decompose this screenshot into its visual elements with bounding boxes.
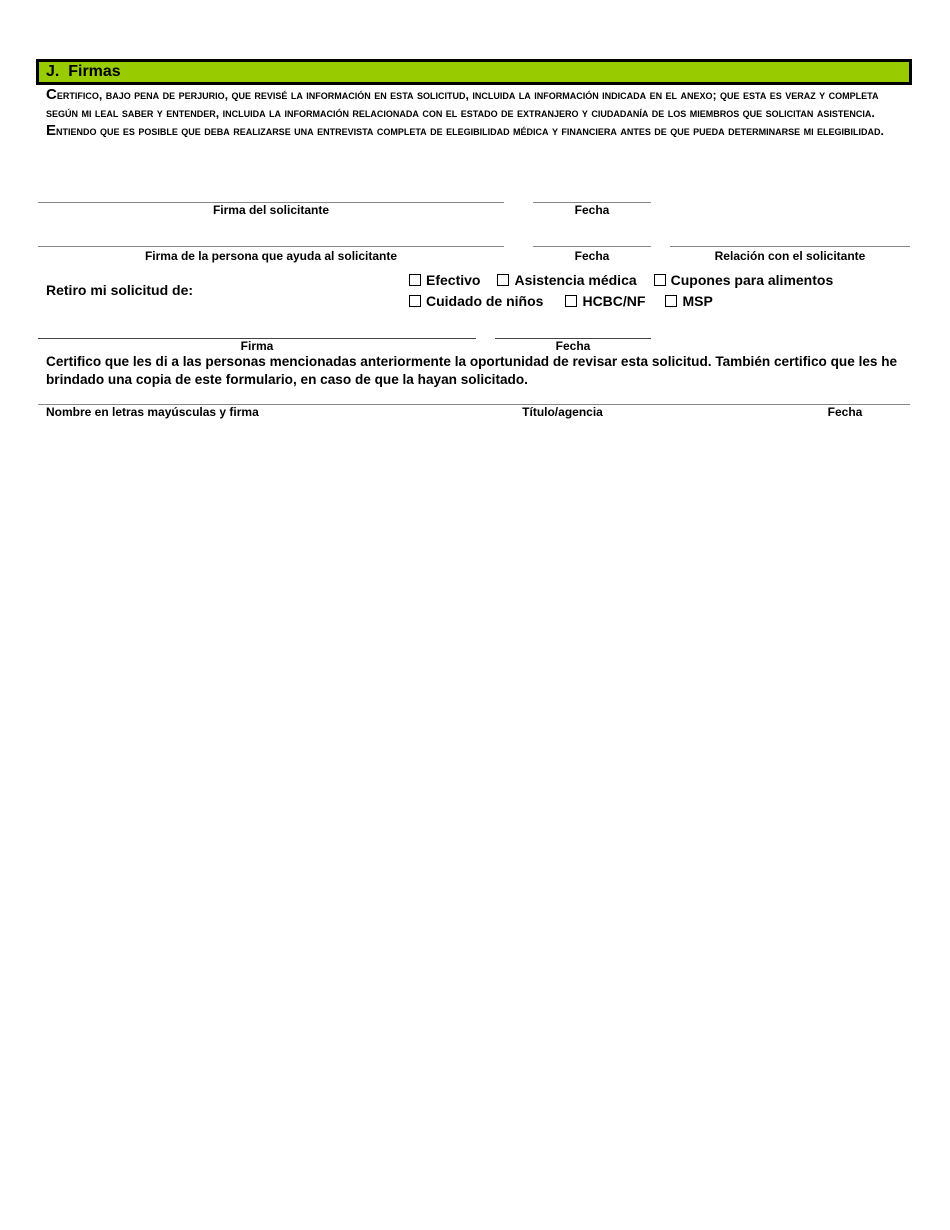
checkbox-icon[interactable] xyxy=(665,295,677,307)
section-title: J. Firmas xyxy=(46,63,121,80)
withdraw-options-row-1 xyxy=(409,272,850,288)
withdraw-signature-label: Firma xyxy=(240,339,274,353)
withdraw-options-row-2 xyxy=(409,293,730,309)
helper-date-field[interactable] xyxy=(533,246,651,247)
relationship-field[interactable] xyxy=(670,246,910,247)
section-header xyxy=(36,59,912,85)
applicant-date-label: Fecha xyxy=(574,203,610,217)
checkbox-icon[interactable] xyxy=(565,295,577,307)
checkbox-hcbc-nf[interactable]: HCBC/NF xyxy=(565,293,645,309)
checkbox-asistencia-medica[interactable]: Asistencia médica xyxy=(497,272,636,288)
applicant-signature-label: Firma del solicitante xyxy=(212,203,330,217)
checkbox-icon[interactable] xyxy=(654,274,666,286)
helper-signature-label: Firma de la persona que ayuda al solicitante xyxy=(144,249,398,263)
withdraw-date-label: Fecha xyxy=(555,339,591,353)
helper-signature-field[interactable] xyxy=(38,246,504,247)
checkbox-cuidado-ninos[interactable]: Cuidado de niños xyxy=(409,293,543,309)
checkbox-msp[interactable]: MSP xyxy=(665,293,712,309)
checkbox-efectivo[interactable]: Efectivo xyxy=(409,272,480,288)
title-agency-label: Título/agencia xyxy=(522,405,603,419)
checkbox-icon[interactable] xyxy=(497,274,509,286)
checkbox-cupones-alimentos[interactable]: Cupones para alimentos xyxy=(654,272,834,288)
withdraw-label: Retiro mi solicitud de: xyxy=(46,282,194,298)
helper-date-label: Fecha xyxy=(574,249,610,263)
checkbox-icon[interactable] xyxy=(409,295,421,307)
certification-statement: Certifico, bajo pena de perjurio, que revisé la información en esta solicitud, incluida la información indicada en el anexo; que esta es veraz y completa según mi leal saber y entender, incluida la información relacionada con el estado de extranjero y ciudadanía de los miembros que solicitan asistencia. Entiendo que es posible que deba realizarse una entrevista completa de elegibilidad médica y financiera antes de que pueda determinarse mi elegibilidad. xyxy=(46,86,884,139)
name-signature-label: Nombre en letras mayúsculas y firma xyxy=(46,405,259,419)
checkbox-icon[interactable] xyxy=(409,274,421,286)
relationship-label: Relación con el solicitante xyxy=(714,249,866,263)
worker-date-label: Fecha xyxy=(827,405,863,419)
worker-certification-statement: Certifico que les di a las personas mencionadas anteriormente la oportunidad de revisar esta solicitud. También certifico que les he brindado una copia de este formulario, en caso de que la hayan solicitado. xyxy=(46,354,898,387)
